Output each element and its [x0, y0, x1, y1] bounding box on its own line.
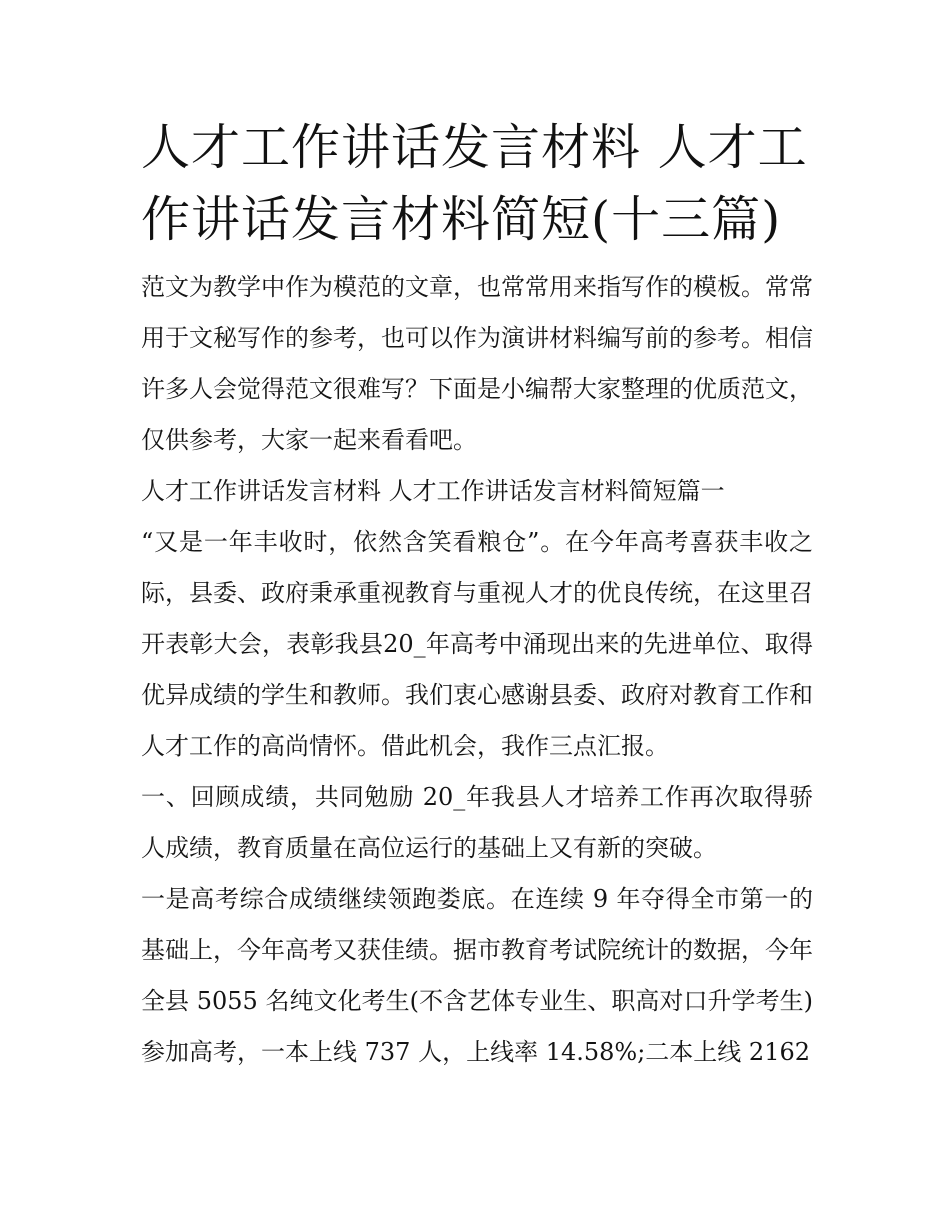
body-paragraph: 一是高考综合成绩继续领跑娄底。在连续 9 年夺得全市第一的基础上，今年高考又获佳绩。据市教育考试院统计的数据，今年全县 5055 名纯文化考生(不含艺体专业生、职高对口升学考生)参加高考，一本上线 737 人，上线率 14.58%;二本上线 2162	[141, 885, 813, 1066]
body-paragraph: 一、回顾成绩，共同勉励 20_年我县人才培养工作再次取得骄人成绩，教育质量在高位运行的基础上又有新的突破。	[141, 783, 813, 862]
intro-paragraph: 范文为教学中作为模范的文章，也常常用来指写作的模板。常常用于文秘写作的参考，也可以作为演讲材料编写前的参考。相信许多人会觉得范文很难写？下面是小编帮大家整理的优质范文，仅供参考，大家一起来看看吧。	[141, 273, 813, 454]
document-title: 人才工作讲话发言材料 人才工作讲话发言材料简短(十三篇)	[141, 119, 808, 248]
body-paragraph: “又是一年丰收时，依然含笑看粮仓”。在今年高考喜获丰收之际，县委、政府秉承重视教育与重视人才的优良传统，在这里召开表彰大会，表彰我县20_年高考中涌现出来的先进单位、取得优异成绩的学生和教师。我们衷心感谢县委、政府对教育工作和人才工作的高尚情怀。借此机会，我作三点汇报。	[141, 528, 813, 760]
section-heading: 人才工作讲话发言材料 人才工作讲话发言材料简短篇一	[141, 477, 725, 505]
document-body	[141, 112, 813, 1078]
